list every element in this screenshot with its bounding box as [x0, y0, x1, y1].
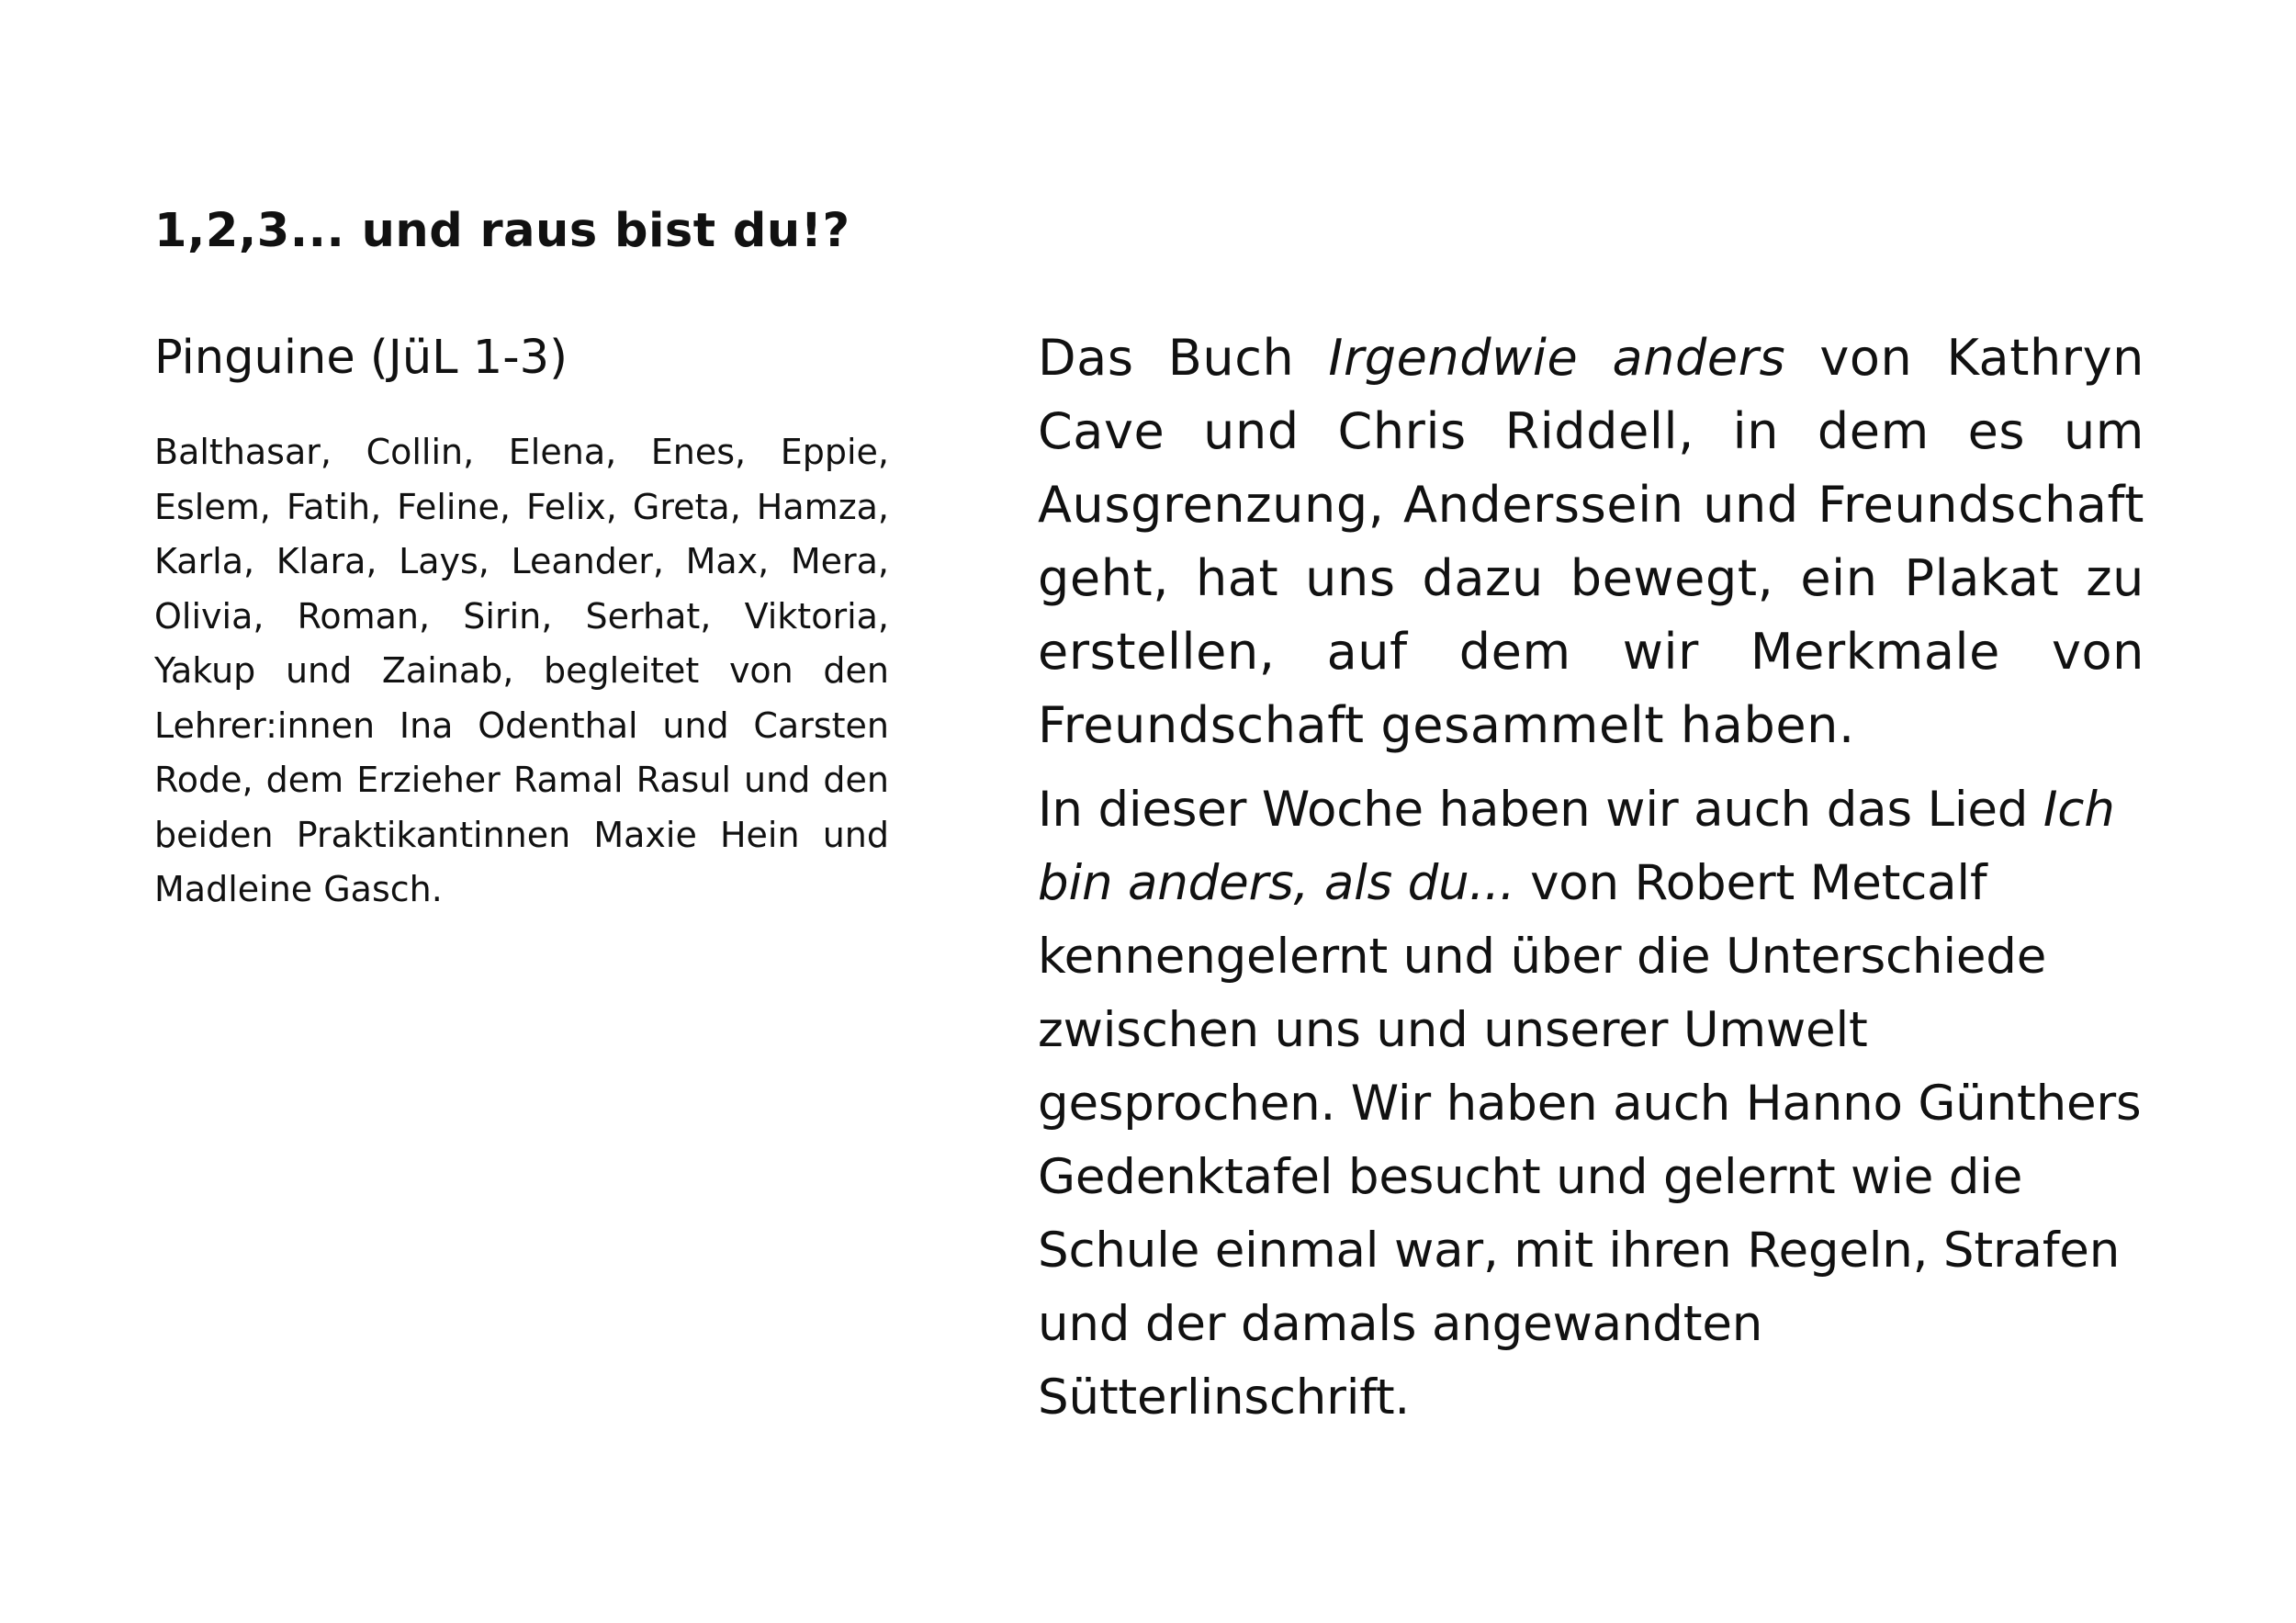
paragraph-book-rest: von Kathryn Cave und Chris Riddell, in dem es um Ausgrenzung, Anderssein und Freundschaft geht, hat uns dazu bewegt, ein Plakat zu erstellen, auf dem wir Merkmale von Freundschaft gesammelt haben. — [1038, 329, 2144, 754]
paragraph-song-intro: In dieser Woche haben wir auch das Lied — [1038, 782, 2043, 838]
paragraph-song-rest: von Robert Metcalf kennengelernt und über die Unterschiede zwischen uns und unserer Umwelt gesprochen. Wir haben auch Hanno Günthers Gedenktafel besucht und gelernt wie die Schule einmal war, mit ihren Regeln, Strafen und der damals angewandten Sütterlinschrift. — [1038, 855, 2142, 1426]
body-text — [1038, 321, 2144, 1435]
group-members: Balthasar, Collin, Elena, Enes, Eppie, Eslem, Fatih, Feline, Felix, Greta, Hamza, Karla, Klara, Lays, Leander, Max, Mera, Olivia, Roman, Sirin, Serhat, Viktoria, Yakup und Zainab, begleitet von den Lehrer:innen Ina Odenthal und Carsten Rode, dem Erzieher Ramal Rasul und den beiden Praktikantinnen Maxie Hein und Madleine Gasch. — [154, 432, 889, 909]
paragraph-song — [1038, 773, 2144, 1435]
page-title: 1,2,3... und raus bist du!? — [154, 204, 850, 258]
group-name: Pinguine (JüL 1-3) — [154, 331, 568, 385]
paragraph-book — [1038, 321, 2144, 762]
book-title: Irgendwie anders — [1328, 329, 1786, 387]
song-title: Ich bin anders, als du... — [1038, 782, 2115, 911]
group-info — [154, 326, 889, 918]
paragraph-book-intro: Das Buch — [1038, 329, 1329, 387]
